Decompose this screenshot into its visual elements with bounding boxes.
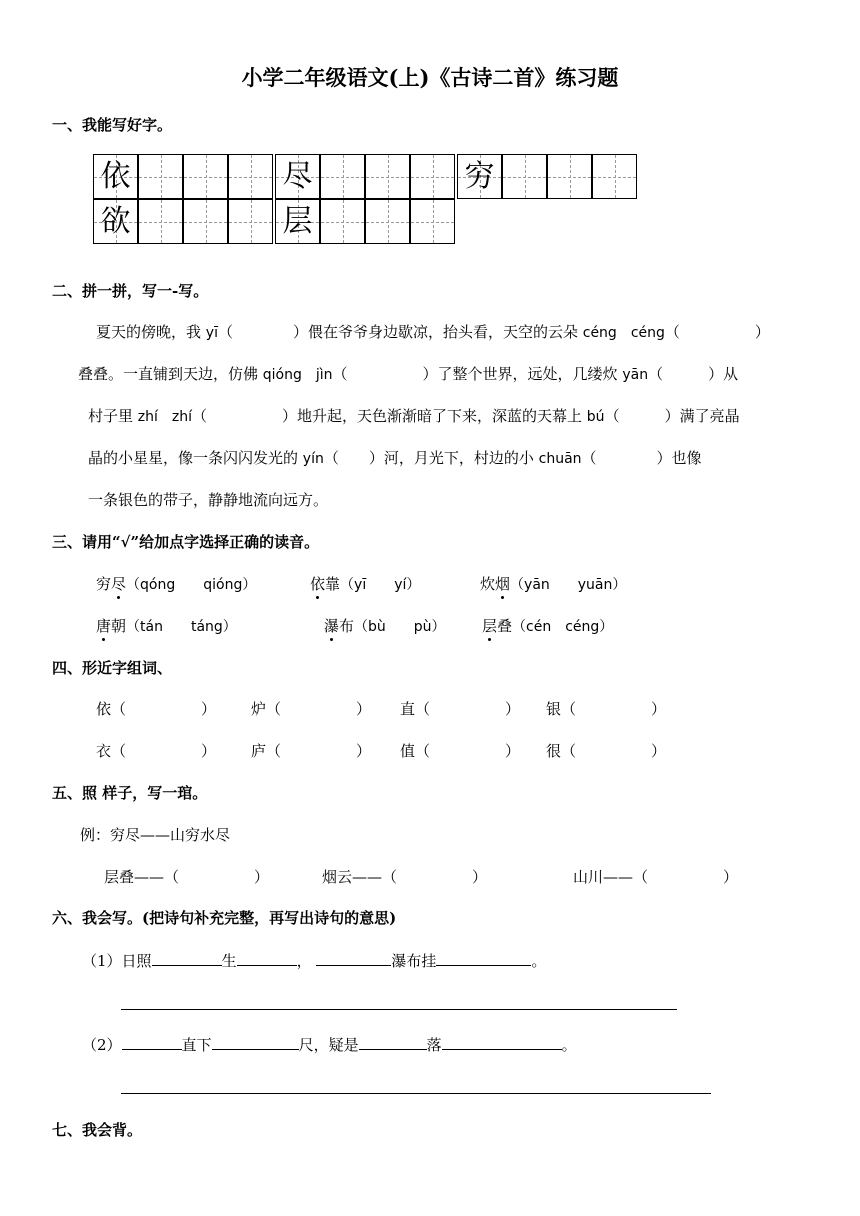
grid-cell[interactable]: [138, 199, 183, 244]
grid-cell[interactable]: [183, 154, 228, 199]
pronunciation-item: 层叠（cén céng）: [482, 617, 614, 635]
similar-item[interactable]: 庐（ ）: [251, 742, 372, 760]
poem-line-2: （2） 直下 尺，疑是 落 。: [82, 1036, 577, 1054]
grid-char: 穷: [464, 159, 495, 194]
blank[interactable]: [152, 951, 222, 966]
grid-cell[interactable]: [410, 154, 455, 199]
section-4-heading: 四、形近字组词、: [52, 659, 173, 677]
idiom-item[interactable]: 烟云——（ ）: [322, 868, 488, 886]
similar-item[interactable]: 银（ ）: [546, 700, 667, 718]
grid-cell[interactable]: [592, 154, 637, 199]
similar-item[interactable]: 很（ ）: [546, 742, 667, 760]
grid-cell[interactable]: [138, 154, 183, 199]
grid-cell[interactable]: [320, 199, 365, 244]
meaning-answer-line[interactable]: [121, 1009, 677, 1010]
passage-line: 叠叠。一直铺到天边，仿佛 qióng jìn（ ）了整个世界，远处，几缕炊 yān（ ）从: [78, 365, 739, 383]
grid-char: 欲: [100, 204, 131, 239]
passage-line: 村子里 zhí zhí（ ）地升起，天色渐渐暗了下来，深蓝的天幕上 bú（ ）满了亮晶: [88, 407, 740, 425]
idiom-item[interactable]: 层叠——（ ）: [104, 868, 270, 886]
blank[interactable]: [359, 1035, 427, 1050]
pronunciation-item: 炊烟（yān yuān）: [480, 575, 627, 593]
blank[interactable]: [442, 1035, 562, 1050]
blank[interactable]: [237, 951, 297, 966]
grid-cell[interactable]: [183, 199, 228, 244]
pronunciation-item: 瀑布（bù pù）: [324, 617, 446, 635]
grid-cell[interactable]: [228, 199, 273, 244]
section-3-heading: 三、请用“√”给加点字选择正确的读音。: [52, 533, 320, 551]
passage-line: 夏天的傍晚，我 yī（ ）偎在爷爷身边歇凉，抬头看，天空的云朵 céng céng（ ）: [96, 323, 770, 341]
similar-item[interactable]: 炉（ ）: [251, 700, 372, 718]
similar-item[interactable]: 直（ ）: [400, 700, 521, 718]
section-2-heading: 二、拼一拼，写一-写。: [52, 282, 209, 300]
poem-line-1: （1）日照 生 ， 瀑布挂 。: [82, 952, 547, 970]
grid-cell[interactable]: [320, 154, 365, 199]
similar-item[interactable]: 值（ ）: [400, 742, 521, 760]
idiom-item[interactable]: 山川——（ ）: [573, 868, 739, 886]
section-7-heading: 七、我会背。: [52, 1121, 143, 1139]
grid-cell[interactable]: [365, 199, 410, 244]
pronunciation-item: 唐朝（tán táng）: [96, 617, 237, 635]
grid-cell[interactable]: [547, 154, 592, 199]
grid-cell[interactable]: [365, 154, 410, 199]
page-title: 小学二年级语文(上)《古诗二首》练习题: [241, 65, 619, 90]
blank[interactable]: [316, 951, 391, 966]
example-label: 例：穷尽——山穷水尽: [80, 826, 231, 844]
section-5-heading: 五、照 样子，写一琯。: [52, 784, 208, 802]
grid-char: 依: [100, 159, 131, 194]
section-1-heading: 一、我能写好字。: [52, 116, 173, 134]
grid-cell[interactable]: [502, 154, 547, 199]
meaning-answer-line[interactable]: [121, 1093, 711, 1094]
passage-line: 晶的小星星，像一条闪闪发光的 yín（ ）河，月光下，村边的小 chuān（ ）也像: [88, 449, 702, 467]
blank[interactable]: [212, 1035, 299, 1050]
section-6-heading: 六、我会写。(把诗句补充完整，再写出诗句的意思): [52, 909, 397, 927]
similar-item[interactable]: 依（ ）: [96, 700, 217, 718]
pronunciation-item: 依靠（yī yí）: [310, 575, 421, 593]
pronunciation-item: 穷尽（qóng qióng）: [96, 575, 257, 593]
blank[interactable]: [122, 1035, 182, 1050]
blank[interactable]: [436, 951, 531, 966]
grid-cell[interactable]: [410, 199, 455, 244]
grid-char: 尽: [282, 159, 313, 194]
similar-item[interactable]: 衣（ ）: [96, 742, 217, 760]
passage-line: 一条银色的带子，静静地流向远方。: [88, 491, 329, 509]
grid-char: 层: [282, 204, 313, 239]
grid-cell[interactable]: [228, 154, 273, 199]
